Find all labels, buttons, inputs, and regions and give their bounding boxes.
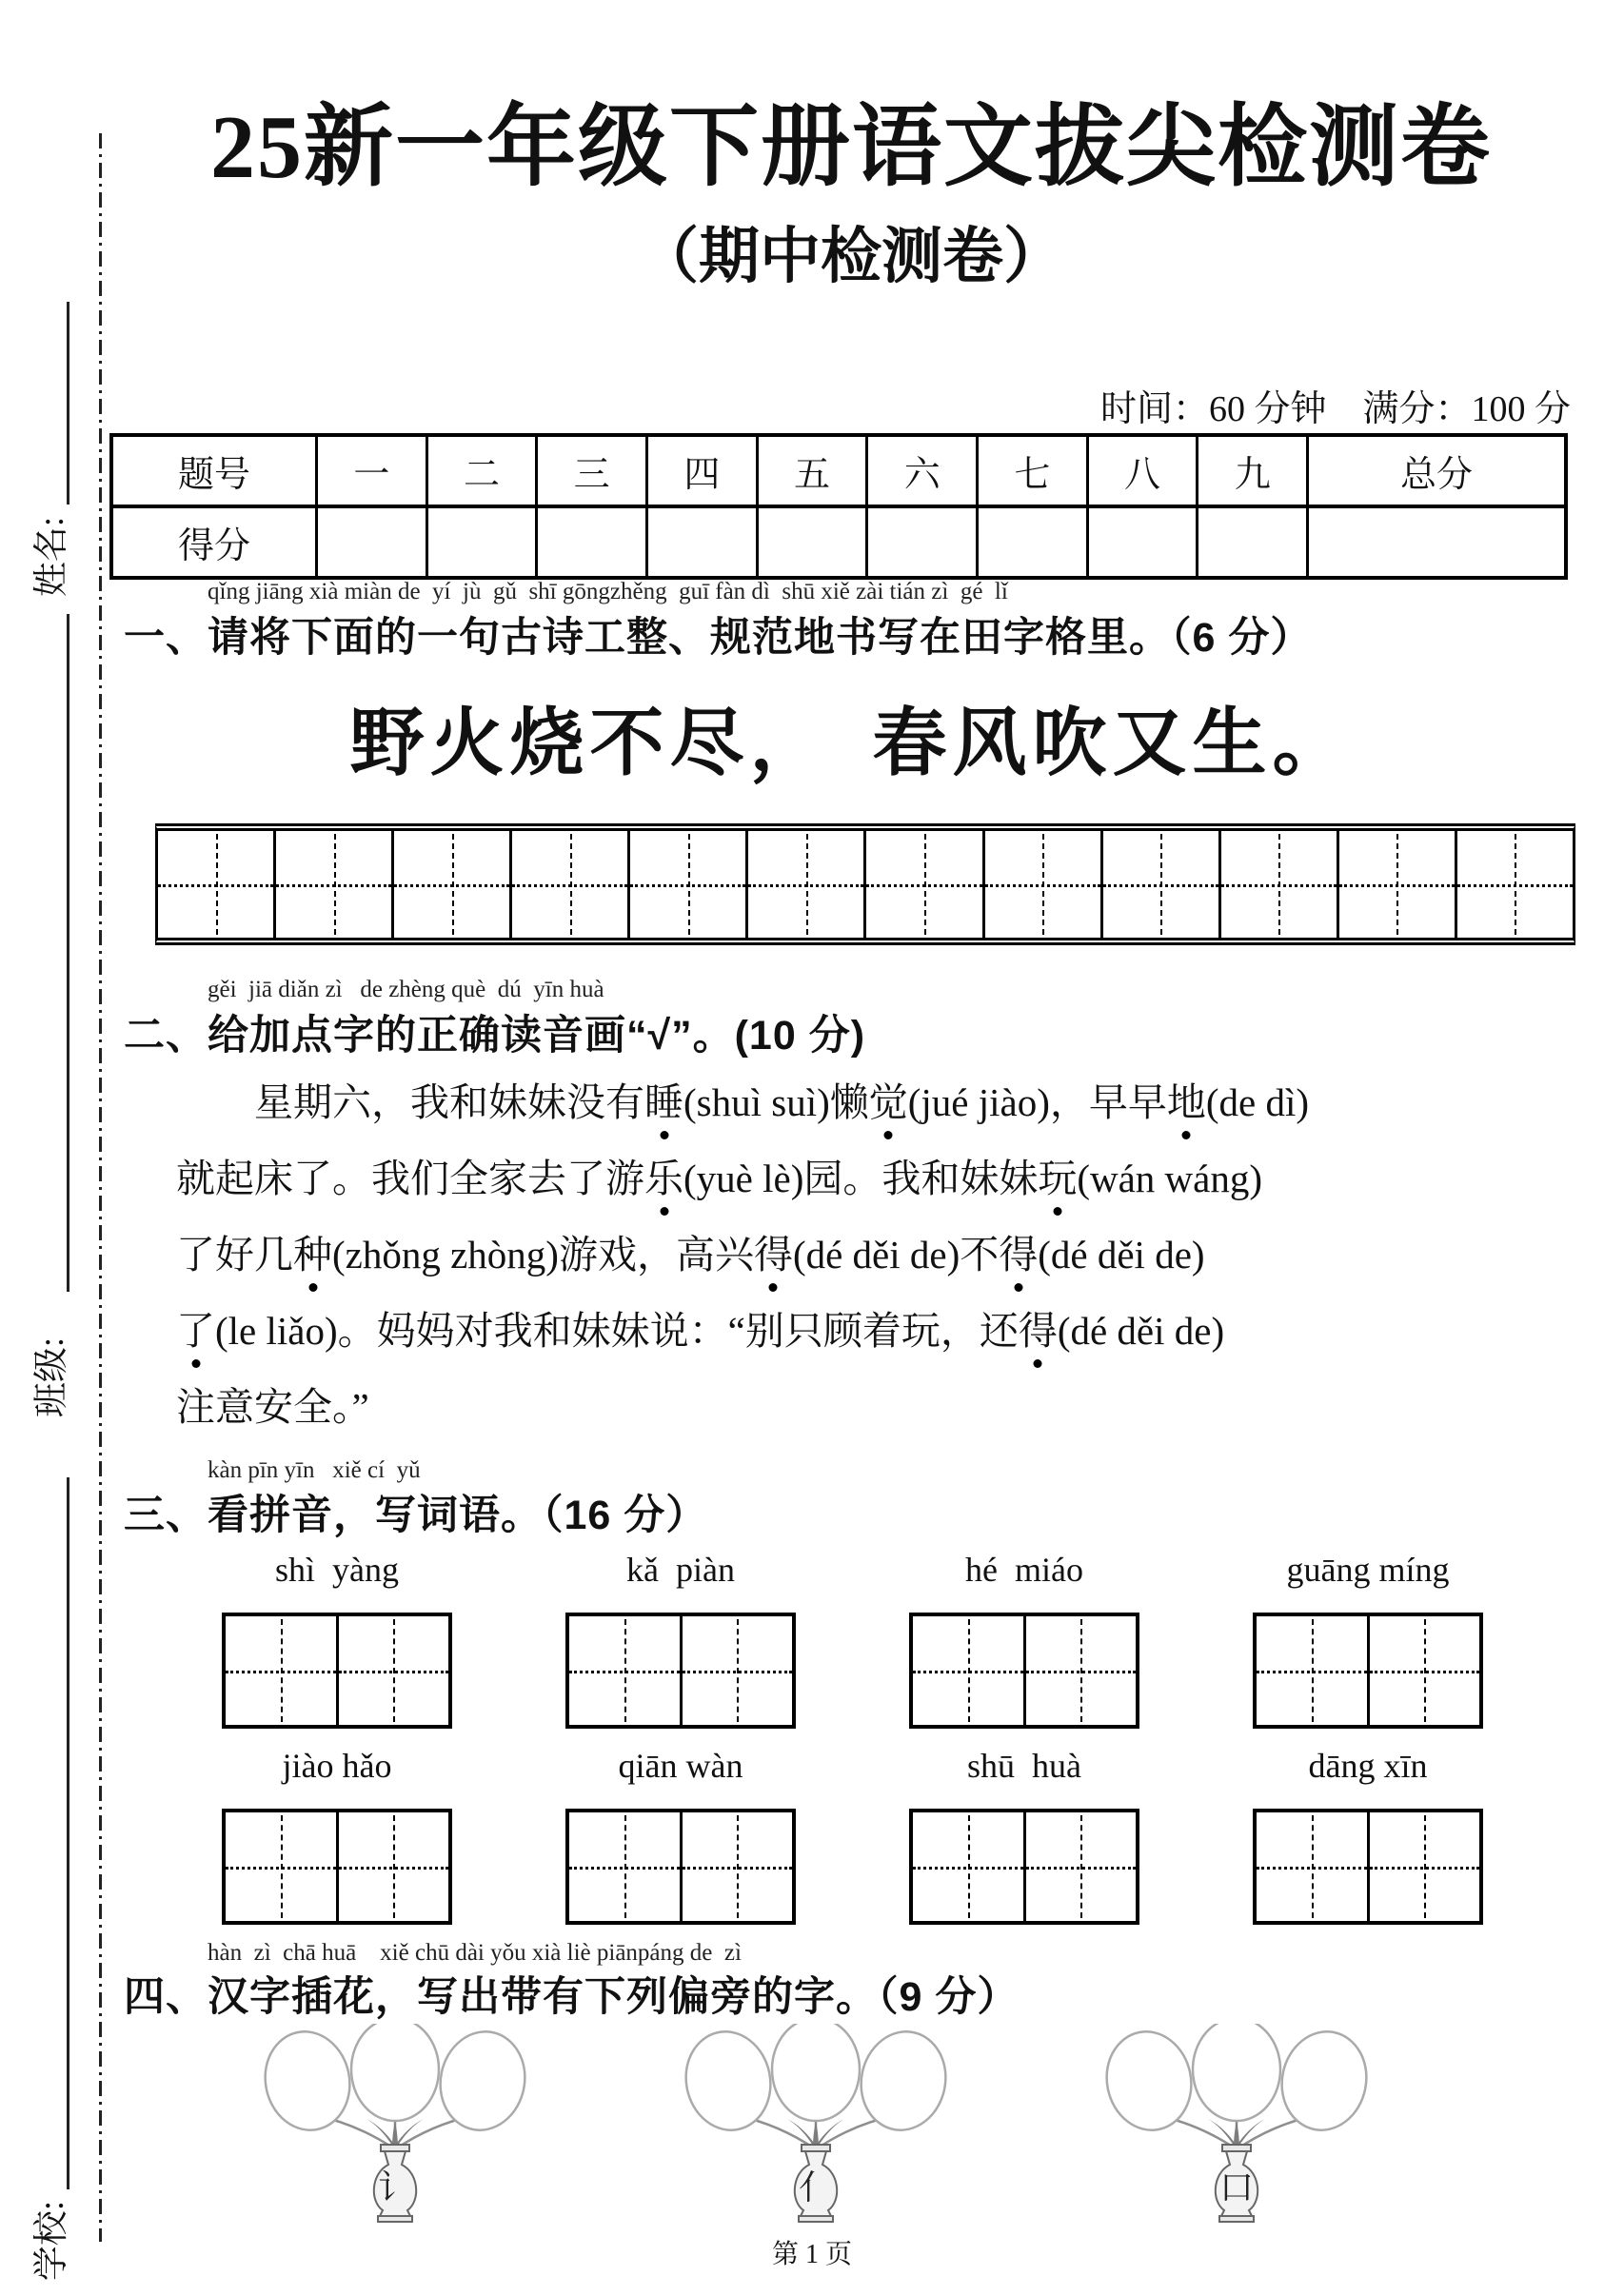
class-write-line[interactable] (67, 614, 69, 1292)
tianzige-cell[interactable] (1257, 1616, 1367, 1725)
tianzige-cell[interactable] (913, 1616, 1023, 1725)
section3-pinyin: kàn pīn yīn xiě cí yǔ (208, 1457, 421, 1483)
paragraph-text: (le liǎo)。妈妈对我和妹妹说：“别只顾着玩，还 (215, 1309, 1019, 1353)
word-group (222, 1550, 452, 1729)
paper-content (124, 0, 1578, 2296)
pinyin-label: kǎ piàn (626, 1551, 735, 1589)
word-group (1253, 1746, 1483, 1925)
section2-heading: 二、给加点字的正确读音画“√”。(10 分) (124, 1013, 866, 1059)
paragraph-text: (shuì suì)懒 (683, 1080, 869, 1124)
score-header-cell: 九 (1196, 437, 1306, 505)
score-header-cell: 题号 (177, 455, 250, 495)
score-input-cell[interactable] (1196, 508, 1306, 576)
word-group (909, 1746, 1139, 1925)
vase-icon (374, 2145, 416, 2222)
pinyin-label: shū huà (967, 1747, 1081, 1785)
tianzige-box[interactable] (222, 1613, 452, 1729)
score-header-cell: 六 (865, 437, 976, 505)
tianzige-cell[interactable] (863, 831, 981, 938)
school-label: 学校: (32, 2200, 71, 2282)
tianzige-cell[interactable] (226, 1616, 336, 1725)
vase-icon (795, 2145, 837, 2222)
pinyin-words-row-1 (124, 1550, 1578, 1729)
tianzige-cell[interactable] (273, 831, 391, 938)
tianzige-cell[interactable] (336, 1812, 449, 1921)
score-input-cell[interactable] (1086, 508, 1197, 576)
paragraph-text: (dé děi de) (1038, 1233, 1205, 1277)
answer-oval[interactable] (772, 2024, 860, 2121)
tianzige-cell[interactable] (226, 1812, 336, 1921)
dotted-character: 睡 (644, 1080, 683, 1124)
score-input-cell[interactable] (645, 508, 756, 576)
vases-row (124, 2024, 1578, 2228)
pinyin-label: jiào hǎo (282, 1747, 392, 1785)
paragraph-text: 了好几 (176, 1233, 293, 1277)
tianzige-cell[interactable] (1218, 831, 1337, 938)
tianzige-cell[interactable] (569, 1616, 680, 1725)
radical-label: 亻 (798, 2168, 834, 2207)
tianzige-cell[interactable] (1367, 1616, 1480, 1725)
word-group (222, 1746, 452, 1925)
answer-oval[interactable] (1098, 2024, 1200, 2138)
radical-label: 口 (1218, 2168, 1255, 2207)
dotted-character: 得 (753, 1233, 793, 1277)
paragraph-text: (zhǒng zhòng)游戏，高兴 (332, 1233, 754, 1277)
tianzige-cell[interactable] (680, 1616, 793, 1725)
tianzige-box[interactable] (1253, 1613, 1483, 1729)
paragraph-line (176, 1369, 1578, 1445)
vase-flower-group (1094, 2024, 1379, 2228)
tianzige-box[interactable] (909, 1809, 1139, 1925)
tianzige-box[interactable] (1253, 1809, 1483, 1925)
score-row-label: 得分 (177, 526, 250, 566)
section2-pinyin: gěi jiā diǎn zì de zhèng què dú yīn huà (208, 977, 604, 1002)
paragraph-text: (dé děi de)不 (792, 1233, 1000, 1277)
tianzige-cell[interactable] (1023, 1812, 1137, 1921)
pinyin-label: dāng xīn (1308, 1747, 1428, 1785)
section1-pinyin: qǐng jiāng xià miàn de yí jù gǔ shī gōngzhěng guī fàn dì shū xiě zài tián zì gé lǐ (208, 579, 1008, 604)
score-input-cell[interactable] (535, 508, 645, 576)
page-number: 第 1 页 (771, 2240, 852, 2269)
pinyin-label: hé miáo (965, 1551, 1083, 1589)
vase-icon (1216, 2145, 1258, 2222)
score-table-header-row (113, 437, 1564, 505)
answer-oval[interactable] (677, 2024, 780, 2138)
answer-oval[interactable] (1273, 2024, 1376, 2138)
radical-label: 讠 (377, 2168, 413, 2207)
word-group (909, 1550, 1139, 1729)
tianzige-cell[interactable] (1455, 831, 1573, 938)
section3-heading: 三、看拼音，写词语。（16 分） (124, 1493, 708, 1538)
word-group (565, 1746, 796, 1925)
dotted-character: 了 (176, 1309, 215, 1353)
name-label: 姓名: (32, 516, 71, 598)
poem-line: 野火烧不尽， 春风吹又生。 (349, 702, 1353, 784)
dotted-character: 得 (1018, 1309, 1058, 1353)
vase-flower-group (252, 2024, 538, 2228)
tianzige-cell[interactable] (745, 831, 863, 938)
tianzige-cell[interactable] (982, 831, 1100, 938)
tianzige-cell[interactable] (509, 831, 627, 938)
paragraph-text: (wán wáng) (1077, 1157, 1263, 1200)
tianzige-cell[interactable] (158, 831, 273, 938)
dotted-character: 地 (1166, 1080, 1206, 1124)
tianzige-cell[interactable] (1023, 1616, 1137, 1725)
tianzige-cell[interactable] (1100, 831, 1218, 938)
paragraph-line (176, 1064, 1578, 1140)
score-header-cell: 七 (976, 437, 1086, 505)
score-header-cell: 四 (645, 437, 756, 505)
word-group (565, 1550, 796, 1729)
dotted-character: 玩 (1038, 1157, 1078, 1200)
tianzige-row (155, 823, 1575, 945)
score-table (109, 433, 1568, 580)
paper-title: 25新一年级下册语文拔尖检测卷 (209, 98, 1492, 197)
answer-oval[interactable] (256, 2024, 359, 2138)
dotted-character: 觉 (868, 1080, 908, 1124)
pinyin-words-row-2 (124, 1746, 1578, 1925)
paragraph-text: (jué jiào)，早早 (907, 1080, 1167, 1124)
tianzige-cell[interactable] (680, 1812, 793, 1921)
score-header-cell: 一 (315, 437, 426, 505)
paragraph-line (176, 1217, 1578, 1293)
tianzige-box[interactable] (565, 1809, 796, 1925)
pinyin-label: shì yàng (275, 1551, 399, 1589)
tianzige-cell[interactable] (913, 1812, 1023, 1921)
paragraph-text: (de dì) (1205, 1080, 1310, 1124)
score-input-cell[interactable] (1306, 508, 1564, 576)
time-score-info: 时间：60 分钟 满分：100 分 (1099, 389, 1571, 429)
word-group (1253, 1550, 1483, 1729)
answer-oval[interactable] (1193, 2024, 1280, 2121)
dotted-character: 乐 (644, 1157, 683, 1200)
score-header-cell: 五 (756, 437, 866, 505)
tianzige-box[interactable] (909, 1613, 1139, 1729)
tianzige-box[interactable] (565, 1613, 796, 1729)
section1-heading: 一、请将下面的一句古诗工整、规范地书写在田字格里。（6 分） (124, 615, 1313, 661)
dotted-character: 种 (293, 1233, 332, 1277)
school-write-line[interactable] (67, 1477, 69, 2189)
tianzige-box[interactable] (222, 1809, 452, 1925)
score-input-cell[interactable] (976, 508, 1086, 576)
answer-oval[interactable] (351, 2024, 439, 2121)
score-header-cell: 总分 (1306, 437, 1564, 505)
section4-heading: 四、汉字插花，写出带有下列偏旁的字。（9 分） (124, 1974, 1020, 2020)
paragraph-text: (dé děi de) (1057, 1309, 1225, 1353)
tianzige-cell[interactable] (1257, 1812, 1367, 1921)
tianzige-cell[interactable] (1367, 1812, 1480, 1921)
pinyin-label: guāng míng (1286, 1551, 1450, 1589)
answer-oval[interactable] (852, 2024, 955, 2138)
paragraph-text: 注意安全。” (176, 1385, 369, 1429)
paper-subtitle: （期中检测卷） (638, 223, 1064, 290)
vase-flower-group (673, 2024, 959, 2228)
score-header-cell: 二 (426, 437, 536, 505)
tianzige-cell[interactable] (1337, 831, 1455, 938)
section4-pinyin: hàn zì chā huā xiě chū dài yǒu xià liè piānpáng de zì (208, 1940, 742, 1966)
tianzige-cell[interactable] (336, 1616, 449, 1725)
score-input-cell[interactable] (426, 508, 536, 576)
score-input-cell[interactable] (315, 508, 426, 576)
pinyin-label: qiān wàn (618, 1747, 743, 1785)
score-header-cell: 三 (535, 437, 645, 505)
paragraph-line (176, 1140, 1578, 1217)
tianzige-cell[interactable] (391, 831, 509, 938)
reading-paragraph (176, 1064, 1578, 1445)
answer-oval[interactable] (431, 2024, 534, 2138)
paragraph-text: 星期六，我和妹妹没有 (254, 1080, 644, 1124)
name-write-line[interactable] (67, 302, 69, 505)
score-table-score-row (113, 505, 1564, 576)
class-label: 班级: (32, 1336, 71, 1418)
paragraph-line (176, 1293, 1578, 1369)
paragraph-text: (yuè lè)园。我和妹妹 (683, 1157, 1039, 1200)
binding-dashdot-line (99, 133, 102, 2242)
score-input-cell[interactable] (865, 508, 976, 576)
paragraph-text: 就起床了。我们全家去了游 (176, 1157, 644, 1200)
dotted-character: 得 (999, 1233, 1039, 1277)
tianzige-cell[interactable] (569, 1812, 680, 1921)
score-input-cell[interactable] (756, 508, 866, 576)
tianzige-cell[interactable] (627, 831, 745, 938)
score-header-cell: 八 (1086, 437, 1197, 505)
